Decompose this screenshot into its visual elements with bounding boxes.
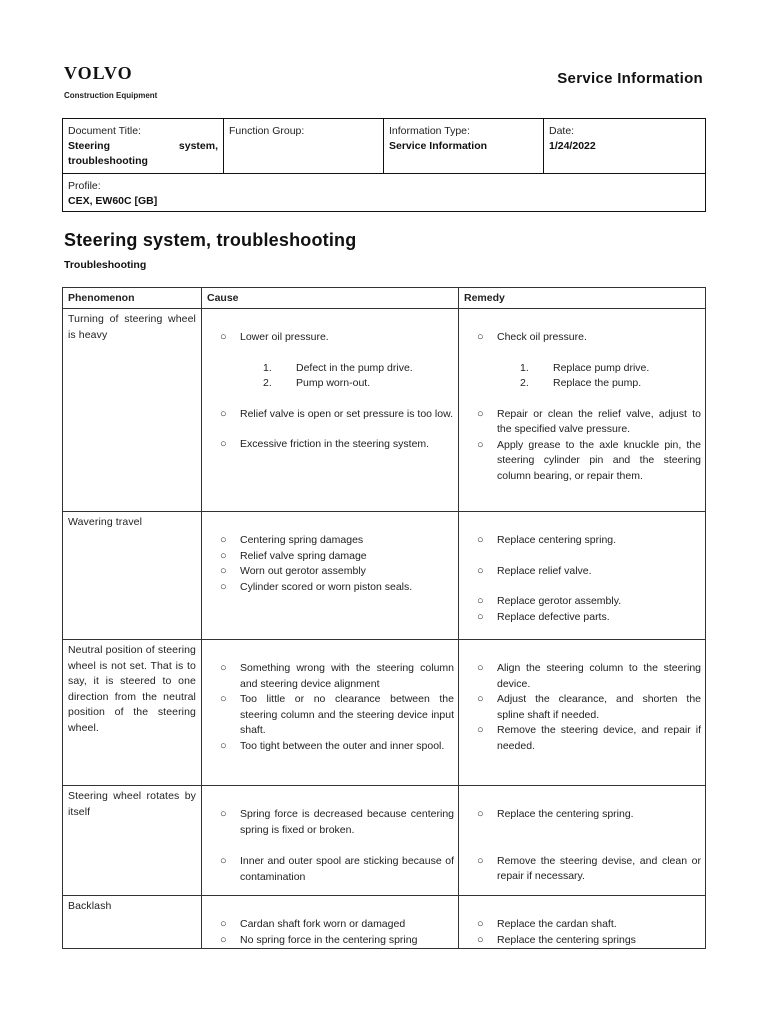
cause-item: ○ Worn out gerotor assembly xyxy=(206,564,454,580)
bullet-icon: ○ xyxy=(477,693,484,705)
information-type-value: Service Information xyxy=(389,140,488,152)
cause-item: ○ Spring force is decreased because centering spring is fixed or broken. xyxy=(206,807,454,838)
bullet-icon: ○ xyxy=(477,534,484,546)
remedy-item: ○ Replace the cardan shaft. xyxy=(463,917,701,933)
bullet-icon: ○ xyxy=(477,854,484,867)
remedy-item: ○ Replace the centering springs xyxy=(463,933,701,949)
bullet-icon: ○ xyxy=(220,331,227,343)
remedy-item: ○ Remove the steering device, and repair if needed. xyxy=(463,723,701,754)
service-information-header: Service Information xyxy=(557,70,703,87)
remedy-item: ○ Align the steering column to the steering device. xyxy=(463,661,701,692)
bullet-icon: ○ xyxy=(220,534,227,546)
sub-item: 1. Defect in the pump drive. xyxy=(263,361,413,374)
table-row xyxy=(63,309,706,512)
cause-cell xyxy=(202,786,459,896)
column-header-phenomenon: Phenomenon xyxy=(63,288,202,309)
bullet-icon: ○ xyxy=(220,693,227,705)
cause-item: ○ Relief valve spring damage xyxy=(206,549,454,565)
profile-label: Profile: xyxy=(68,180,101,192)
cause-cell xyxy=(202,640,459,786)
profile-value: CEX, EW60C [GB] xyxy=(68,195,158,207)
bullet-icon: ○ xyxy=(220,855,227,867)
document-title-line2: troubleshooting xyxy=(68,155,148,167)
phenomenon-cell: Wavering travel xyxy=(63,512,202,640)
document-meta-table xyxy=(62,118,706,212)
bullet-icon: ○ xyxy=(220,933,227,946)
section-title: Troubleshooting xyxy=(64,259,147,271)
cause-item: ○ Inner and outer spool are sticking because of contamination xyxy=(206,854,454,885)
table-row xyxy=(63,786,706,896)
bullet-icon: ○ xyxy=(477,933,484,946)
remedy-item: ○ Replace the centering spring. xyxy=(463,807,701,823)
remedy-item: ○ Repair or clean the relief valve, adjust to the specified valve pressure. xyxy=(463,407,701,438)
cause-cell xyxy=(202,512,459,640)
information-type-cell xyxy=(384,119,544,174)
document-title-cell xyxy=(63,119,224,174)
bullet-icon: ○ xyxy=(220,739,227,752)
remedy-cell xyxy=(459,512,706,640)
cause-item: ○ Cylinder scored or worn piston seals. xyxy=(206,580,454,596)
remedy-item: ○ Check oil pressure. xyxy=(463,330,701,346)
bullet-icon: ○ xyxy=(477,724,484,736)
bullet-icon: ○ xyxy=(220,580,227,593)
sub-item: 1. Replace pump drive. xyxy=(520,361,650,374)
cause-item: ○ Excessive friction in the steering system. xyxy=(206,437,454,453)
date-value: 1/24/2022 xyxy=(549,140,596,152)
remedy-cell xyxy=(459,309,706,512)
phenomenon-cell: Turning of steering wheel is heavy xyxy=(63,309,202,512)
bullet-icon: ○ xyxy=(220,918,227,930)
cause-item: ○ Centering spring damages xyxy=(206,533,454,549)
cause-cell xyxy=(202,309,459,512)
bullet-icon: ○ xyxy=(220,565,227,577)
table-row xyxy=(63,512,706,640)
remedy-item: ○ Remove the steering devise, and clean or repair if necessary. xyxy=(463,854,701,885)
phenomenon-cell: Neutral position of steering wheel is not set. That is to say, it is steered to one direction from the neutral position of the steering wheel. xyxy=(63,640,202,786)
function-group-label: Function Group: xyxy=(229,125,305,137)
cause-item: ○ Lower oil pressure. xyxy=(206,330,454,346)
logo-wordmark: VOLVO xyxy=(64,63,133,83)
troubleshooting-table xyxy=(62,287,706,949)
bullet-icon: ○ xyxy=(477,407,484,420)
bullet-icon: ○ xyxy=(477,662,484,674)
column-header-remedy: Remedy xyxy=(459,288,706,309)
profile-cell xyxy=(63,174,706,212)
bullet-icon: ○ xyxy=(477,808,484,820)
cause-item: ○ Too tight between the outer and inner spool. xyxy=(206,739,454,755)
page-title: Steering system, troubleshooting xyxy=(64,230,357,250)
function-group-cell xyxy=(224,119,384,174)
bullet-icon: ○ xyxy=(477,438,484,451)
column-header-cause: Cause xyxy=(202,288,459,309)
bullet-icon: ○ xyxy=(477,918,484,930)
bullet-icon: ○ xyxy=(220,662,227,674)
remedy-item: ○ Replace defective parts. xyxy=(463,610,701,626)
bullet-icon: ○ xyxy=(220,808,227,820)
table-row xyxy=(63,896,706,949)
document-title-value xyxy=(68,139,218,154)
cause-item: ○ Relief valve is open or set pressure is too low. xyxy=(206,407,454,423)
phenomenon-cell: Backlash xyxy=(63,896,202,949)
remedy-item: ○ Replace relief valve. xyxy=(463,564,701,580)
bullet-icon: ○ xyxy=(477,595,484,607)
document-title-word: Steering xyxy=(68,140,111,152)
cause-item: ○ Something wrong with the steering column and steering device alignment xyxy=(206,661,454,692)
bullet-icon: ○ xyxy=(477,331,484,343)
bullet-icon: ○ xyxy=(220,407,227,420)
document-title-label: Document Title: xyxy=(68,125,141,137)
remedy-item: ○ Apply grease to the axle knuckle pin, the steering cylinder pin and the steering column bearing, or repair them. xyxy=(463,438,701,485)
date-label: Date: xyxy=(549,125,575,137)
bullet-icon: ○ xyxy=(477,564,484,577)
remedy-cell xyxy=(459,640,706,786)
document-title-word: system, xyxy=(178,140,218,152)
cause-item: ○ No spring force in the centering spring xyxy=(206,933,454,949)
remedy-cell xyxy=(459,896,706,949)
cause-cell xyxy=(202,896,459,949)
remedy-item: ○ Adjust the clearance, and shorten the spline shaft if needed. xyxy=(463,692,701,723)
cause-item: ○ Too little or no clearance between the steering column and the steering device input shaft. xyxy=(206,692,454,739)
table-row xyxy=(63,640,706,786)
remedy-cell xyxy=(459,786,706,896)
bullet-icon: ○ xyxy=(220,438,227,450)
volvo-logo xyxy=(64,64,157,100)
sub-item: 2. Replace the pump. xyxy=(520,377,642,389)
remedy-item: ○ Replace centering spring. xyxy=(463,533,701,549)
phenomenon-cell: Steering wheel rotates by itself xyxy=(63,786,202,896)
cause-item: ○ Cardan shaft fork worn or damaged xyxy=(206,917,454,933)
bullet-icon: ○ xyxy=(220,549,227,562)
sub-item: 2. Pump worn-out. xyxy=(263,377,371,389)
bullet-icon: ○ xyxy=(477,610,484,623)
information-type-label: Information Type: xyxy=(389,125,470,137)
logo-subtitle: Construction Equipment xyxy=(64,91,158,100)
date-cell xyxy=(544,119,706,174)
remedy-item: ○ Replace gerotor assembly. xyxy=(463,594,701,610)
